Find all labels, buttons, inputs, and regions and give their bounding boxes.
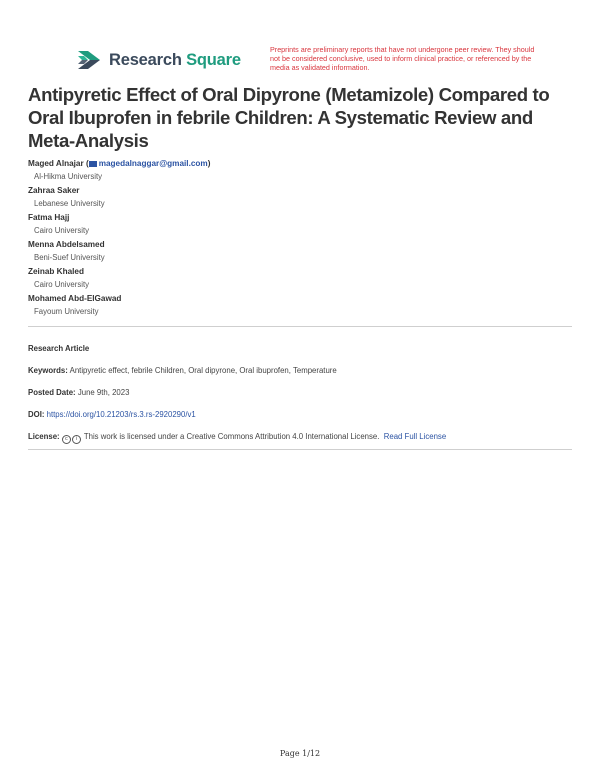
page-number: Page 1/12	[279, 749, 321, 758]
author-affiliation: Al-Hikma University	[34, 172, 103, 181]
keywords-line	[28, 366, 573, 375]
author-entry	[28, 292, 568, 319]
author-affiliation: Fayoum University	[34, 307, 99, 316]
doi-line	[28, 410, 573, 419]
license-line	[28, 432, 573, 444]
author-name: Mohamed Abd-ElGawad	[28, 294, 122, 303]
author-affiliation: Beni-Suef University	[34, 253, 105, 262]
posted-date: June 9th, 2023	[77, 388, 130, 397]
author-name: Zeinab Khaled	[28, 267, 84, 276]
author-list	[28, 157, 568, 319]
author-affiliation: Cairo University	[34, 226, 90, 235]
research-square-logo[interactable]	[76, 47, 241, 73]
license-label: License:	[28, 432, 60, 441]
author-entry: Maged Alnajar ( magedalnaggar@gmail.com) Al-Hikma University	[28, 157, 568, 184]
author-entry	[28, 211, 568, 238]
posted-date-label: Posted Date:	[28, 388, 76, 397]
author-entry	[28, 184, 568, 211]
divider	[28, 449, 572, 450]
keywords-label: Keywords:	[28, 366, 68, 375]
read-full-license-link[interactable]: Read Full License	[383, 432, 447, 441]
keywords-text: Antipyretic effect, febrile Children, Oral dipyrone, Oral ibuprofen, Temperature	[69, 366, 337, 375]
logo-wordmark	[109, 51, 241, 70]
author-name: Fatma Hajj	[28, 213, 70, 222]
author-email[interactable]: magedalnaggar@gmail.com	[98, 159, 208, 168]
logo-word-research: Research	[109, 50, 182, 69]
doi-link[interactable]: https://doi.org/10.21203/rs.3.rs-2920290/v1	[46, 410, 196, 419]
license-text: This work is licensed under a Creative Commons Attribution 4.0 International License.	[83, 432, 380, 441]
author-entry	[28, 238, 568, 265]
research-square-logo-icon	[76, 47, 102, 73]
article-type: Research Article	[28, 344, 90, 353]
cc-icon: c	[62, 435, 71, 444]
logo-word-square: Square	[186, 50, 241, 69]
envelope-icon	[89, 161, 97, 167]
author-name: Maged Alnajar	[28, 159, 84, 168]
author-name: Zahraa Saker	[28, 186, 80, 195]
author-entry	[28, 265, 568, 292]
paper-title: Antipyretic Effect of Oral Dipyrone (Metamizole) Compared to Oral Ibuprofen in febrile Children: A Systematic Review and Meta-Analysis	[28, 84, 550, 151]
author-name: Menna Abdelsamed	[28, 240, 105, 249]
author-affiliation: Cairo University	[34, 280, 90, 289]
posted-date-line	[28, 388, 573, 397]
preprint-notice: Preprints are preliminary reports that have not undergone peer review. They should not be considered conclusive, used to inform clinical practice, or referenced by the media as validated information.	[270, 45, 535, 73]
doi-label: DOI:	[28, 410, 45, 419]
divider	[28, 326, 572, 327]
author-email-link[interactable]	[89, 159, 208, 168]
attribution-icon: i	[72, 435, 81, 444]
author-affiliation: Lebanese University	[34, 199, 105, 208]
